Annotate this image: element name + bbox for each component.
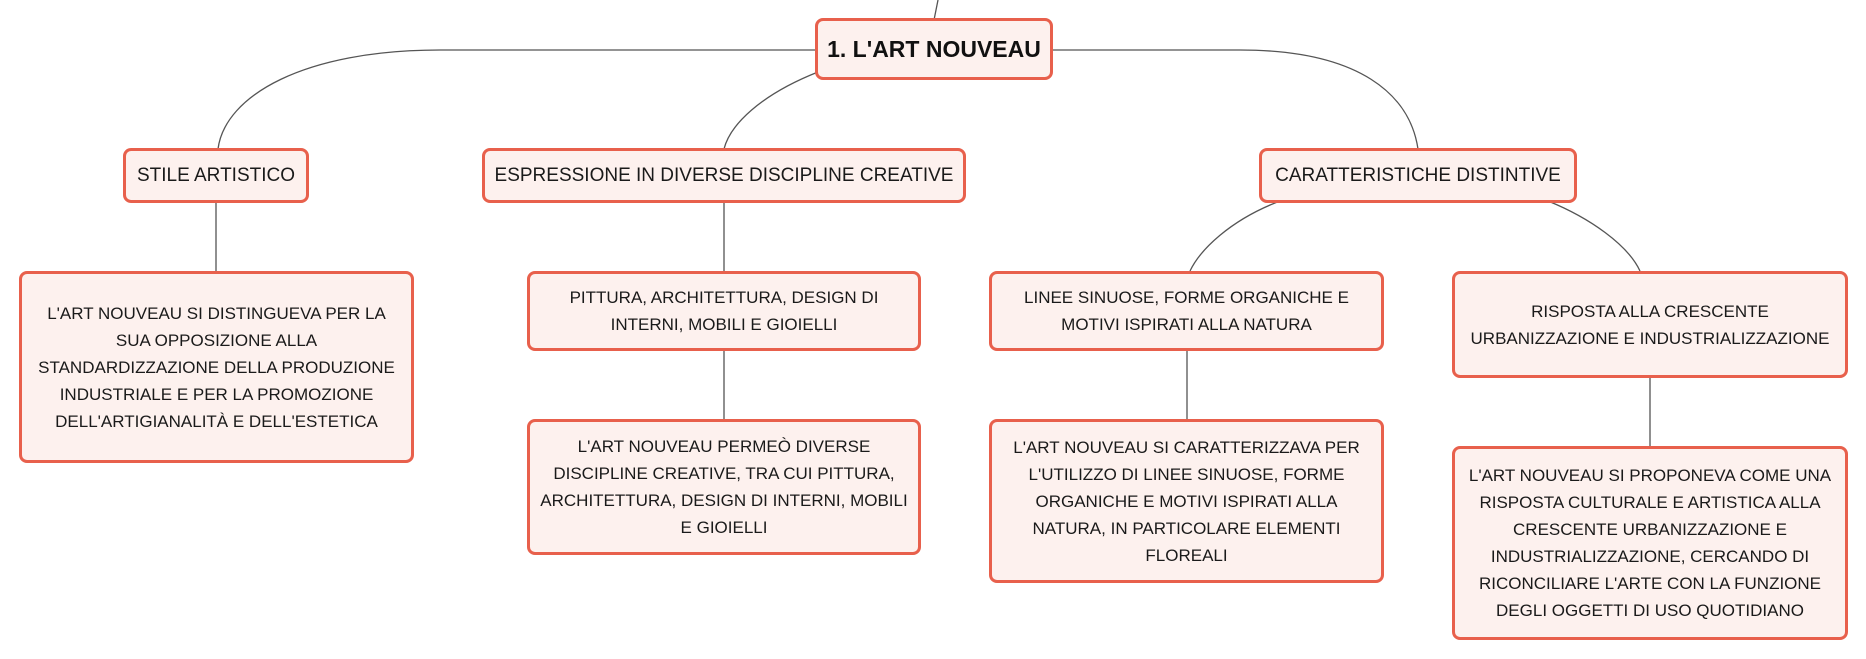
subtopic-label: PITTURA, ARCHITETTURA, DESIGN DI INTERNI, MOBILI E GIOIELLI — [569, 288, 879, 334]
connector-root-stile — [218, 50, 815, 149]
topic-espressione-discipline[interactable] — [482, 148, 966, 203]
topic-label: CARATTERISTICHE DISTINTIVE — [1275, 164, 1561, 186]
topic-label: ESPRESSIONE IN DIVERSE DISCIPLINE CREATIVE — [494, 164, 954, 186]
topic-stile-artistico[interactable] — [123, 148, 309, 203]
subtopic-risposta-urbanizzazione[interactable] — [1452, 271, 1848, 378]
subtopic-linee-sinuose[interactable] — [989, 271, 1384, 351]
detail-text: L'ART NOUVEAU SI PROPONEVA COME UNA RISPOSTA CULTURALE E ARTISTICA ALLA CRESCENTE URBANIZZAZIONE E INDUSTRIALIZZAZIONE, CERCANDO DI RICONCILIARE L'ARTE CON LA FUNZIONE DEGLI OGGETTI DI USO QUOTIDIANO — [1468, 466, 1832, 620]
central-topic-node[interactable] — [815, 18, 1053, 80]
detail-text: L'ART NOUVEAU SI DISTINGUEVA PER LA SUA OPPOSIZIONE ALLA STANDARDIZZAZIONE DELLA PRODUZIONE INDUSTRIALE E PER LA PROMOZIONE DELL'ARTIGIANALITÀ E DELL'ESTETICA — [38, 303, 395, 431]
detail-linee-sinuose[interactable] — [989, 419, 1384, 583]
central-topic-label: 1. L'ART NOUVEAU — [827, 35, 1041, 62]
subtopic-pittura-architettura[interactable] — [527, 271, 921, 351]
subtopic-label: LINEE SINUOSE, FORME ORGANICHE E MOTIVI ISPIRATI ALLA NATURA — [1024, 288, 1349, 334]
detail-espressione-discipline[interactable] — [527, 419, 921, 555]
detail-text: L'ART NOUVEAU SI CARATTERIZZAVA PER L'UTILIZZO DI LINEE SINUOSE, FORME ORGANICHE E MOTIVI ISPIRATI ALLA NATURA, IN PARTICOLARE ELEMENTI FLOREALI — [1013, 437, 1360, 565]
topic-label: STILE ARTISTICO — [136, 164, 296, 186]
subtopic-label: RISPOSTA ALLA CRESCENTE URBANIZZAZIONE E INDUSTRIALIZZAZIONE — [1470, 301, 1830, 348]
detail-text: L'ART NOUVEAU PERMEÒ DIVERSE DISCIPLINE CREATIVE, TRA CUI PITTURA, ARCHITETTURA, DESIGN DI INTERNI, MOBILI E GIOIELLI — [540, 437, 908, 537]
connector-caratteristiche-risposta — [1548, 201, 1640, 271]
topic-caratteristiche-distintive[interactable] — [1259, 148, 1577, 203]
connector-root-espressione — [724, 72, 818, 149]
detail-stile-artistico[interactable] — [19, 271, 414, 463]
connector-caratteristiche-linee — [1190, 201, 1280, 271]
connector-root-parent — [934, 0, 938, 20]
connector-root-caratteristiche — [1053, 50, 1418, 149]
detail-risposta-urbanizzazione[interactable] — [1452, 446, 1848, 640]
